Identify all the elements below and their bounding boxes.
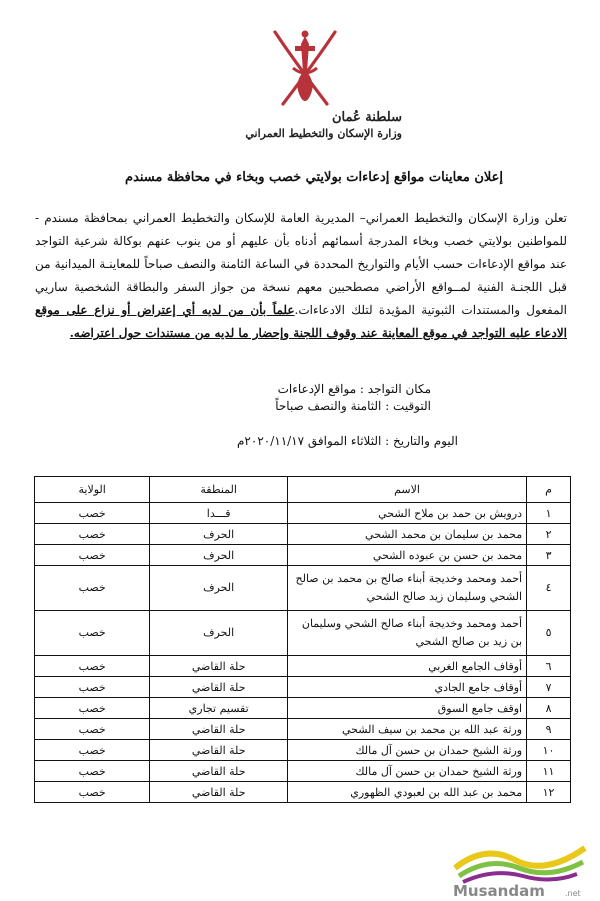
row-wilayat: خصب [35, 782, 150, 803]
row-wilayat: خصب [35, 524, 150, 545]
row-zone: الحرف [150, 611, 288, 656]
musandam-logo [445, 838, 595, 900]
row-zone: الحرف [150, 545, 288, 566]
row-name: ورثة الشيخ حمدان بن حسن آل مالك [288, 761, 527, 782]
row-name: محمد بن سليمان بن محمد الشحي [288, 524, 527, 545]
announcement-title: إعلان معاينات مواقع إدعاءات بولايتي خصب وبخاء في محافظة مسندم [125, 170, 503, 185]
row-zone: حلة القاضي [150, 656, 288, 677]
header-wilayat: الولاية [35, 477, 150, 503]
row-num: ١٢ [527, 782, 571, 803]
logo-suffix: .net [565, 889, 581, 898]
table-row [35, 761, 571, 782]
table-row [35, 740, 571, 761]
row-name: أحمد ومحمد وخديجة أبناء صالح الشحي وسليمان بن زيد بن صالح الشحي [288, 611, 527, 656]
row-wilayat: خصب [35, 761, 150, 782]
location-time-block [0, 381, 431, 415]
header-name: الاسم [288, 477, 527, 503]
row-zone: حلة القاضي [150, 677, 288, 698]
row-name: اوقف جامع السوق [288, 698, 527, 719]
table-row [35, 656, 571, 677]
row-wilayat: خصب [35, 545, 150, 566]
row-num: ٩ [527, 719, 571, 740]
table-row [35, 611, 571, 656]
row-zone: قـــدا [150, 503, 288, 524]
row-name: ورثة الشيخ حمدان بن حسن آل مالك [288, 740, 527, 761]
row-name: أوقاف الجامع الغربي [288, 656, 527, 677]
announcement-body [35, 207, 567, 345]
logo-text: Musandam [453, 882, 545, 900]
row-name: محمد بن عبد الله بن لعبودي الظهوري [288, 782, 527, 803]
row-name: أحمد ومحمد وخديجة أبناء صالح بن محمد بن صالح الشحي وسليمان زيد صالح الشحي [288, 566, 527, 611]
row-zone: تقسيم تجاري [150, 698, 288, 719]
table-header-row [35, 477, 571, 503]
time-line: التوقيت : الثامنة والنصف صباحاً [275, 399, 431, 413]
row-num: ١١ [527, 761, 571, 782]
row-zone: حلة القاضي [150, 782, 288, 803]
table-row [35, 524, 571, 545]
row-wilayat: خصب [35, 611, 150, 656]
header-zone: المنطقة [150, 477, 288, 503]
row-name: ورثة عبد الله بن محمد بن سيف الشحي [288, 719, 527, 740]
row-wilayat: خصب [35, 566, 150, 611]
table-row [35, 719, 571, 740]
row-num: ٥ [527, 611, 571, 656]
org-line-1: سلطنة عُمان [331, 110, 402, 125]
date-line: اليوم والتاريخ : الثلاثاء الموافق ٢٠٢٠/١١/١٧م [236, 434, 458, 448]
body-text: تعلن وزارة الإسكان والتخطيط العمراني– المديرية العامة للإسكان والتخطيط العمراني بمحافظة مسندم - للمواطنين بولايتي خصب وبخاء المدرجة أسمائهم أدناه بأن عليهم أو من ينوب عنهم بوكالة شرعية التواجد عند مواقع الإدعاءات حسب الأيام والتواريخ المحددة في الساعة الثامنة والنصف صباحاً للمعاينـة الميدانية من قبل اللجنـة الفنية لمــواقع الأراضي مصطحبين معهم نسخة من جواز السفر والبطاقة الشخصية ساريي المفعول والمستندات الثبوتية المؤيدة لتلك الادعاءات. [35, 211, 568, 317]
table-row [35, 677, 571, 698]
row-num: ٦ [527, 656, 571, 677]
row-zone: حلة القاضي [150, 740, 288, 761]
row-name: درويش بن حمد بن ملاح الشحي [288, 503, 527, 524]
logo-waves-icon [455, 848, 585, 882]
row-zone: حلة القاضي [150, 719, 288, 740]
row-zone: حلة القاضي [150, 761, 288, 782]
header-num: م [527, 477, 571, 503]
row-num: ٨ [527, 698, 571, 719]
org-line-2: وزارة الإسكان والتخطيط العمراني [245, 127, 402, 140]
table-row [35, 782, 571, 803]
row-zone: الحرف [150, 524, 288, 545]
row-wilayat: خصب [35, 719, 150, 740]
table-row [35, 545, 571, 566]
table-row [35, 503, 571, 524]
row-num: ٤ [527, 566, 571, 611]
location-line: مكان التواجد : مواقع الإدعاءات [277, 382, 431, 396]
row-wilayat: خصب [35, 740, 150, 761]
row-wilayat: خصب [35, 698, 150, 719]
row-num: ٢ [527, 524, 571, 545]
table-row [35, 566, 571, 611]
table-row [35, 698, 571, 719]
row-name: أوقاف جامع الجادي [288, 677, 527, 698]
row-wilayat: خصب [35, 503, 150, 524]
row-num: ٣ [527, 545, 571, 566]
claimants-table [34, 476, 571, 803]
row-num: ١ [527, 503, 571, 524]
row-name: محمد بن حسن بن عبوده الشحي [288, 545, 527, 566]
body-bold-notice: علماً بأن من لديه أي إعتراض أو نزاع على موقع الادعاء عليه التواجد في موقع المعاينة عند وقوف اللجنة وإحضار ما لديه من مستندات حول اعتراضه. [35, 303, 567, 340]
row-num: ٧ [527, 677, 571, 698]
row-wilayat: خصب [35, 656, 150, 677]
oman-emblem-icon [265, 22, 345, 114]
row-zone: الحرف [150, 566, 288, 611]
row-num: ١٠ [527, 740, 571, 761]
row-wilayat: خصب [35, 677, 150, 698]
